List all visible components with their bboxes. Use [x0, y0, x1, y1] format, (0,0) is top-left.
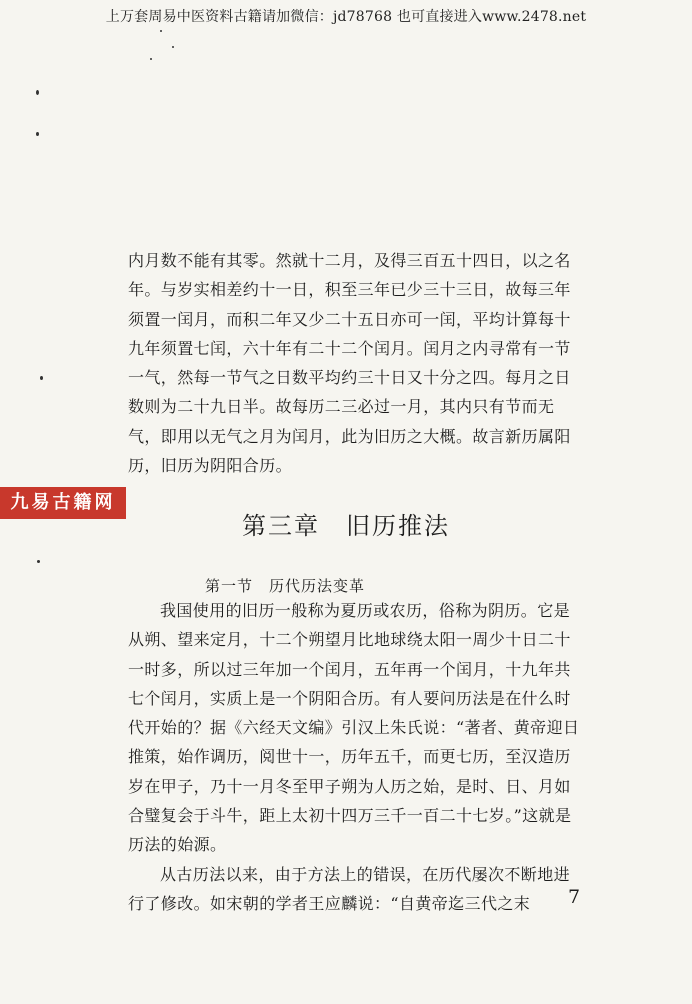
section-title: 第一节 历代历法变革 — [205, 577, 366, 595]
scan-speck — [40, 376, 43, 380]
scan-speck — [150, 58, 152, 60]
paragraph-text: 内月数不能有其零。然就十二月，及得三百五十四日，以之名年。与岁实相差约十一日，积至三年已少三十三日，故每三年须置一闰月，而积二年又少二十五日亦可一闰，平均计算每十九年须置七闰，六十年有二十二个闰月。闰月之内寻常有一节一气，然每一节气之日数平均约三十日又十分之四。每月之日数则为二十九日半。故每历二三必过一月，其内只有节而无气，即用以无气之月为闰月，此为旧历之大概。故言新历属阳历，旧历为阴阳合历。 — [128, 251, 571, 476]
watermark-badge: 九易古籍网 — [0, 487, 126, 519]
header-banner: 上万套周易中医资料古籍请加微信：jd78768 也可直接进入www.2478.net — [105, 9, 587, 25]
body-paragraph: 我国使用的旧历一般称为夏历或农历，俗称为阴历。它是从朔、望来定月，十二个朔望月比地球绕太阳一周少十日二十一时多，所以过三年加一个闰月，五年再一个闰月，十九年共七个闰月，实质上是一个阴阳合历。有人要问历法是在什么时代开始的？据《六经天文编》引汉上朱氏说：“著者、黄帝迎日推策，始作调历，阅世十一，历年五千，而更七历，至汉造历岁在甲子，乃十一月冬至甲子朔为人历之始，是时、日、月如合璧复会于斗牛，距上太初十四万三千一百二十七岁。”这就是历法的始源。 — [128, 601, 580, 855]
body-text — [128, 596, 583, 918]
scan-speck — [172, 46, 174, 48]
scan-speck — [36, 132, 39, 136]
scan-speck — [37, 560, 40, 563]
scan-speck — [160, 30, 162, 32]
scan-speck — [36, 90, 39, 95]
chapter-title: 第三章 旧历推法 — [242, 512, 450, 540]
page-number: 7 — [568, 886, 581, 908]
body-paragraph: 从古历法以来，由于方法上的错误，在历代屡次不断地进行了修改。如宋朝的学者王应麟说：“自黄帝迄三代之末 — [128, 864, 571, 913]
top-paragraph — [128, 246, 583, 480]
